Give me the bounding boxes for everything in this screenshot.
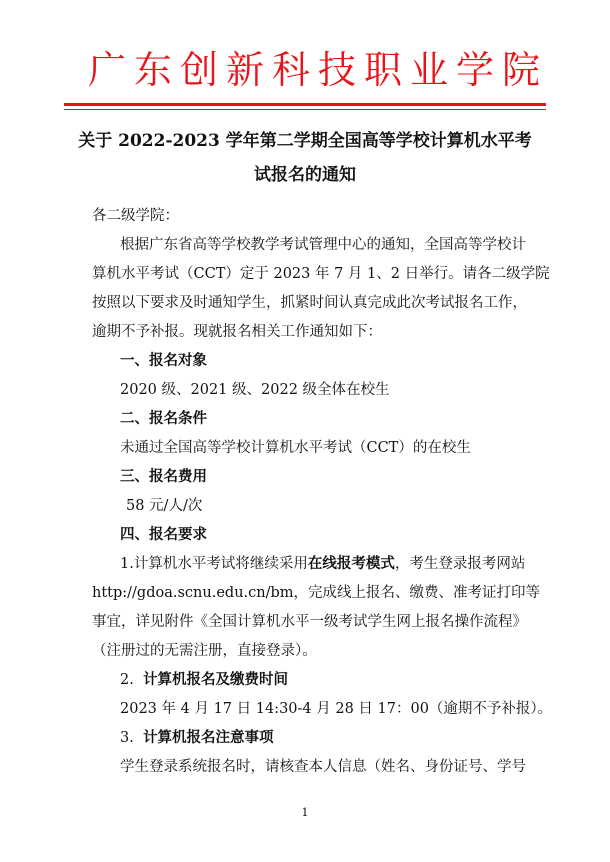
item-2-heading-line (120, 670, 288, 690)
item-1-line-3: 事宜，详见附件《全国计算机水平一级考试学生网上报名操作流程》 (92, 614, 527, 630)
notice-title-line2: 试报名的通知 (254, 165, 356, 185)
item-3-number: 3. (120, 730, 134, 746)
section-3-text: 58 元/人/次 (126, 498, 203, 514)
item-1-line-2: http://gdoa.scnu.edu.cn/bm，完成线上报名、缴费、准考证打印等 (92, 585, 541, 601)
item-3-heading-line (120, 728, 274, 748)
item-1-prefix: 1.计算机水平考试将继续采用 (120, 556, 308, 572)
intro-line-1: 根据广东省高等学校教学考试管理中心的通知，全国高等学校计 (120, 237, 526, 253)
intro-line-3: 按照以下要求及时通知学生，抓紧时间认真完成此次考试报名工作， (92, 295, 527, 311)
notice-title-line1: 关于 2022-2023 学年第二学期全国高等学校计算机水平考 (78, 131, 532, 151)
intro-line-4: 逾期不予补报。现就报名相关工作通知如下： (92, 324, 382, 340)
item-2-text: 2023 年 4 月 17 日 14:30-4 月 28 日 17：00（逾期不予补报）。 (120, 701, 553, 717)
intro-line-2: 算机水平考试（CCT）定于 2023 年 7 月 1、2 日举行。请各二级学院 (92, 266, 550, 282)
item-2-number: 2. (120, 672, 134, 688)
item-1-line-1 (120, 554, 525, 574)
item-3-text: 学生登录系统报名时，请核查本人信息（姓名、身份证号、学号 (120, 759, 526, 775)
item-3-heading: 计算机报名注意事项 (143, 730, 274, 746)
item-1-line-4: （注册过的无需注册，直接登录）。 (92, 643, 317, 659)
item-1-suffix: ，考生登录报考网站 (394, 556, 526, 572)
salutation: 各二级学院： (92, 208, 179, 224)
section-1-heading: 一、报名对象 (120, 353, 207, 369)
header-rule-thick (64, 103, 546, 106)
section-2-text: 未通过全国高等学校计算机水平考试（CCT）的在校生 (120, 440, 471, 456)
section-4-heading: 四、报名要求 (120, 527, 207, 543)
item-2-heading: 计算机报名及缴费时间 (143, 672, 289, 688)
item-1-bold: 在线报考模式 (307, 556, 395, 572)
section-2-heading: 二、报名条件 (120, 411, 207, 427)
header-rule-thin (64, 109, 546, 110)
page-number: 1 (301, 806, 309, 819)
section-1-text: 2020 级、2021 级、2022 级全体在校生 (120, 382, 390, 398)
section-3-heading: 三、报名费用 (120, 469, 207, 485)
institution-header: 广东创新科技职业学院 (88, 48, 549, 92)
